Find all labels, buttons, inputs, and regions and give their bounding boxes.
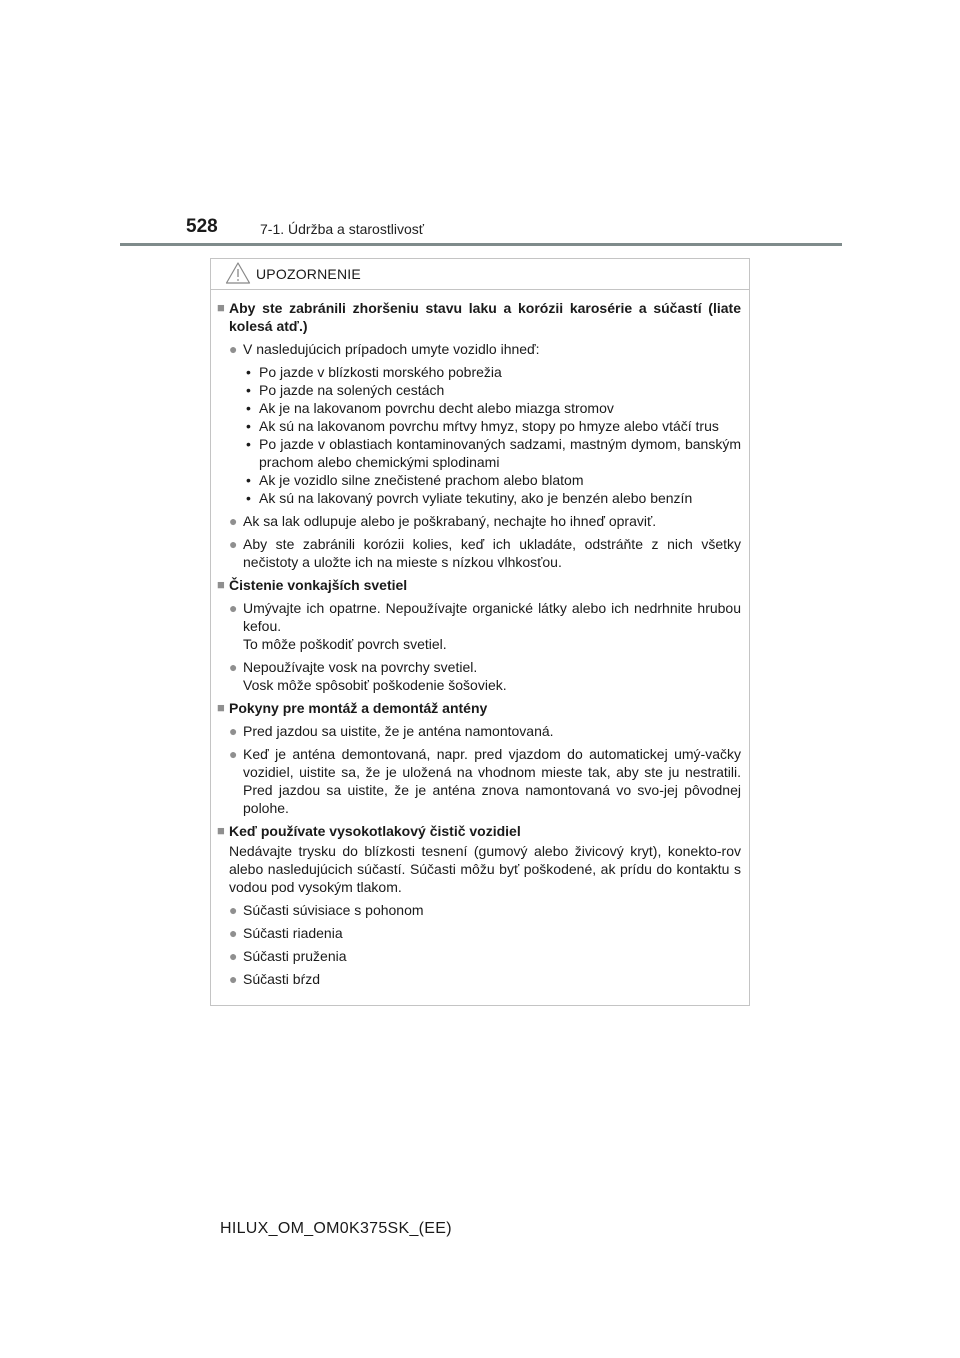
list-item (229, 722, 741, 740)
sublist (243, 363, 741, 507)
sub-bullet-icon: • (246, 418, 251, 434)
square-bullet-icon: ■ (217, 300, 225, 315)
list-item-text: Aby ste zabránili korózii kolies, keď ich ukladáte, odstráňte z nich všetky nečistoty a uložte ich na mieste s nízkou vlhkosťou. (243, 536, 741, 570)
list-item (229, 512, 741, 530)
page-number: 528 (186, 216, 218, 237)
footer-model-code: HILUX_OM_OM0K375SK_(EE) (220, 1220, 452, 1237)
dot-bullet-icon: ● (229, 902, 238, 918)
list-item-text: Umývajte ich opatrne. Nepoužívajte organické látky alebo ich nedrhnite hrubou kefou. (243, 600, 741, 634)
list-item (229, 901, 741, 919)
list-item-text-note: Vosk môže spôsobiť poškodenie šošoviek. (243, 677, 507, 693)
warning-box (210, 258, 750, 1006)
dot-bullet-icon: ● (229, 513, 238, 529)
sub-bullet-icon: • (246, 382, 251, 398)
warning-content (211, 290, 749, 988)
sublist-item-text: Ak sú na lakovaný povrch vyliate tekutiny, ako je benzén alebo benzín (259, 490, 693, 506)
list-item-text: Ak sa lak odlupuje alebo je poškrabaný, nechajte ho ihneď opraviť. (243, 513, 657, 529)
list-item-text: Keď je anténa demontovaná, napr. pred vjazdom do automatickej umý-vačky vozidiel, uistite sa, že je uložená na vhodnom mieste tak, aby ste ju nestratili. Pred jazdou sa uistite, že je anténa znova namontovaná vo svo-jej pôvodnej polohe. (243, 746, 741, 816)
dot-bullet-icon: ● (229, 659, 238, 675)
list-item-text: Súčasti bŕzd (243, 971, 321, 987)
section-heading (217, 299, 741, 335)
list-item (229, 745, 741, 817)
list-item-text-block (243, 658, 741, 694)
sublist-item-text: Po jazde v oblastiach kontaminovaných sadzami, mastným dymom, banským prachom alebo chemickými splodinami (259, 436, 741, 470)
square-bullet-icon: ■ (217, 577, 225, 592)
section-title: Čistenie vonkajších svetiel (229, 577, 408, 593)
list-item-text-block (243, 599, 741, 653)
section-heading (217, 576, 741, 594)
sub-bullet-icon: • (246, 400, 251, 416)
sub-bullet-icon: • (246, 364, 251, 380)
sub-bullet-icon: • (246, 436, 251, 452)
sub-bullet-icon: • (246, 472, 251, 488)
sublist-item-text: Po jazde v blízkosti morského pobrežia (259, 364, 502, 380)
sublist-item-text: Po jazde na solených cestách (259, 382, 445, 398)
sublist-item (243, 489, 741, 507)
section-title: Keď používate vysokotlakový čistič vozidiel (229, 823, 521, 839)
sublist-item-text: Ak je na lakovanom povrchu decht alebo miazga stromov (259, 400, 614, 416)
list-item-text: Pred jazdou sa uistite, že je anténa namontovaná. (243, 723, 554, 739)
dot-bullet-icon: ● (229, 341, 238, 357)
sublist-item (243, 471, 741, 489)
warning-header (211, 259, 749, 290)
section-title: Pokyny pre montáž a demontáž antény (229, 700, 488, 716)
list-item (229, 947, 741, 965)
sublist-item (243, 381, 741, 399)
section-heading (217, 699, 741, 717)
dot-bullet-icon: ● (229, 746, 238, 762)
dot-bullet-icon: ● (229, 925, 238, 941)
list-item (229, 658, 741, 694)
list-item (229, 535, 741, 571)
list-item-text-note: To môže poškodiť povrch svetiel. (243, 636, 447, 652)
list-item (229, 599, 741, 653)
list-item (229, 340, 741, 358)
square-bullet-icon: ■ (217, 823, 225, 838)
dot-bullet-icon: ● (229, 723, 238, 739)
list-item-text: Súčasti súvisiace s pohonom (243, 902, 424, 918)
sublist-item (243, 435, 741, 471)
list-item (229, 924, 741, 942)
dot-bullet-icon: ● (229, 971, 238, 987)
list-item-text: Nepoužívajte vosk na povrchy svetiel. (243, 659, 478, 675)
sublist-item (243, 417, 741, 435)
list-item-text: V nasledujúcich prípadoch umyte vozidlo ihneď: (243, 341, 540, 357)
dot-bullet-icon: ● (229, 536, 238, 552)
sub-bullet-icon: • (246, 490, 251, 506)
dot-bullet-icon: ● (229, 948, 238, 964)
chapter-title: 7-1. Údržba a starostlivosť (260, 221, 424, 237)
dot-bullet-icon: ● (229, 600, 238, 616)
sublist-item (243, 363, 741, 381)
sublist-item (243, 399, 741, 417)
section-heading (217, 822, 741, 840)
section-title: Aby ste zabránili zhoršeniu stavu laku a korózii karosérie a súčastí (liate kolesá atď.) (229, 300, 741, 334)
warning-label: UPOZORNENIE (256, 266, 361, 282)
list-item (229, 970, 741, 988)
section-body: Nedávajte trysku do blízkosti tesnení (gumový alebo živicový kryt), konekto-rov alebo nasledujúcich súčastí. Súčasti môžu byť poškodené, ak prídu do kontaktu s vodou pod vysokým tlakom. (229, 843, 741, 895)
sublist-item-text: Ak sú na lakovanom povrchu mŕtvy hmyz, stopy po hmyze alebo vtáčí trus (259, 418, 719, 434)
warning-triangle-icon (225, 261, 251, 285)
list-item-text: Súčasti pruženia (243, 948, 347, 964)
square-bullet-icon: ■ (217, 700, 225, 715)
header-rule (120, 243, 842, 246)
sublist-item-text: Ak je vozidlo silne znečistené prachom alebo blatom (259, 472, 584, 488)
list-item-text: Súčasti riadenia (243, 925, 343, 941)
